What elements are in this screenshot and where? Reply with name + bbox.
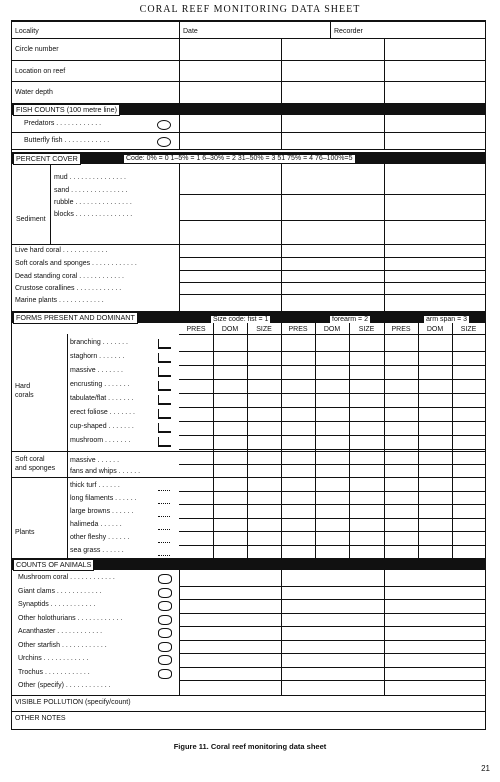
sub-divider <box>247 323 248 558</box>
coral-icon <box>158 409 171 419</box>
animal-icon <box>158 655 172 665</box>
locality-label: Locality <box>15 28 39 35</box>
grid-row-line <box>179 586 485 587</box>
header-row-label: Water depth <box>15 89 53 96</box>
forms-column-header: PRES <box>186 326 206 333</box>
plants-group-label: Plants <box>15 529 35 536</box>
hard-coral-item-label: tabulate/flat . . . . . . . <box>70 395 134 402</box>
grid-row-line <box>179 640 485 641</box>
block-divider <box>281 244 282 311</box>
animal-item-label: Other (specify) . . . . . . . . . . . . <box>18 682 111 689</box>
row-line <box>12 60 485 61</box>
animal-icon <box>158 669 172 679</box>
sub-divider <box>452 323 453 558</box>
animal-item-label: Mushroom coral . . . . . . . . . . . . <box>18 574 115 581</box>
animal-icon <box>158 628 172 638</box>
group-divider <box>67 334 68 451</box>
row-line <box>12 244 485 245</box>
block-divider <box>179 570 180 695</box>
header-row-label: Location on reef <box>15 67 66 75</box>
row-line <box>179 257 485 258</box>
block-divider <box>384 244 385 311</box>
cover-code-legend: Code: 0% = 0 1–5% = 1 6–30% = 2 31–50% = 3 51 75% = 4 76–100%=5 <box>126 155 353 162</box>
col-line <box>179 21 180 103</box>
grid-row-line <box>179 449 485 450</box>
coral-icon <box>158 437 171 447</box>
animal-item-label: Synaptids . . . . . . . . . . . . <box>18 601 96 608</box>
animal-item-label: Other starfish . . . . . . . . . . . . <box>18 641 107 649</box>
header-row-label: Circle number <box>15 46 59 53</box>
animals-header: COUNTS OF ANIMALS <box>13 559 94 571</box>
grid-row-line <box>179 626 485 627</box>
block-divider <box>384 323 385 558</box>
hard-coral-item-label: encrusting . . . . . . . <box>70 381 130 388</box>
animal-icon <box>158 615 172 625</box>
row-line <box>12 81 485 82</box>
figure-caption: Figure 11. Coral reef monitoring data sheet <box>173 742 327 751</box>
fish-icon <box>157 137 171 147</box>
block-divider <box>384 164 385 244</box>
cover-item-label: Dead standing coral . . . . . . . . . . . . <box>15 273 124 280</box>
group-divider <box>67 451 68 477</box>
sediment-item-label: mud . . . . . . . . . . . . . . . <box>54 174 126 181</box>
animal-item-label: Giant clams . . . . . . . . . . . . <box>18 587 102 595</box>
row-line <box>179 220 485 221</box>
animal-icon <box>158 588 172 598</box>
row-line <box>179 270 485 271</box>
sub-divider <box>213 323 214 558</box>
sheet-title: CORAL REEF MONITORING DATA SHEET <box>139 4 361 15</box>
fish-item-label: Predators . . . . . . . . . . . . <box>24 120 102 127</box>
row-line <box>12 38 485 39</box>
grid-row-line <box>179 680 485 681</box>
other-notes-label: OTHER NOTES <box>15 715 66 722</box>
sub-divider <box>315 323 316 558</box>
grid-row-line <box>179 393 485 394</box>
plant-icon <box>158 482 170 491</box>
coral-icon <box>158 353 171 363</box>
col-line <box>330 21 331 38</box>
plant-item-label: thick turf . . . . . . <box>70 482 120 489</box>
hard-coral-item-label: staghorn . . . . . . . <box>70 353 125 360</box>
sediment-group-label: Sediment <box>16 216 46 223</box>
grid-row-line <box>179 464 485 465</box>
row-line <box>179 334 485 335</box>
hard-corals-group-label: Hard <box>15 383 31 390</box>
forms-header: FORMS PRESENT AND DOMINANT <box>13 312 138 324</box>
block-divider <box>179 164 180 244</box>
group-divider <box>50 164 51 244</box>
arm-span-label: arm span = 3 <box>426 316 468 323</box>
animal-item-label: Acanthaster . . . . . . . . . . . . <box>18 628 103 635</box>
row-line <box>12 711 485 712</box>
coral-icon <box>158 423 171 433</box>
soft-coral-item-label: fans and whips . . . . . . <box>70 468 141 475</box>
hard-coral-item-label: erect foliose . . . . . . . <box>70 409 135 416</box>
coral-icon <box>158 339 171 349</box>
grid-row-line <box>179 351 485 352</box>
pollution-label: VISIBLE POLLUTION (specify/count) <box>15 699 131 706</box>
block-divider <box>281 164 282 244</box>
animal-item-label: Trochus . . . . . . . . . . . . <box>18 668 90 676</box>
plant-icon <box>158 534 170 543</box>
hard-coral-item-label: mushroom . . . . . . . <box>70 437 131 444</box>
forms-column-header: DOM <box>426 326 444 333</box>
forearm-label: forearm = 2 <box>332 316 368 323</box>
forms-column-header: PRES <box>288 326 308 333</box>
grid-row-line <box>179 653 485 654</box>
group-divider <box>67 477 68 558</box>
forms-column-header: PRES <box>391 326 411 333</box>
grid-row-line <box>179 365 485 366</box>
grid-row-line <box>179 667 485 668</box>
plant-item-label: other fleshy . . . . . . <box>70 534 130 541</box>
soft-coral-group-label: Soft coral <box>15 456 45 463</box>
animal-icon <box>158 574 172 584</box>
row-line <box>12 149 485 150</box>
grid-row-line <box>179 491 485 492</box>
forms-column-header: DOM <box>323 326 341 333</box>
grid-row-line <box>179 435 485 436</box>
grid-row-line <box>179 518 485 519</box>
block-divider <box>179 244 180 311</box>
animal-item-label: Urchins . . . . . . . . . . . . <box>18 655 89 662</box>
recorder-label: Recorder <box>334 28 363 35</box>
coral-icon <box>158 367 171 377</box>
row-line <box>12 695 485 696</box>
forms-column-header: DOM <box>221 326 239 333</box>
hard-coral-item-label: cup-shaped . . . . . . . <box>70 423 134 430</box>
date-label: Date <box>183 28 198 35</box>
coral-icon <box>158 395 171 405</box>
hard-corals-group-label-2: corals <box>15 392 34 399</box>
block-divider <box>281 323 282 558</box>
grid-row-line <box>179 545 485 546</box>
animal-icon <box>158 601 172 611</box>
sediment-item-label: sand . . . . . . . . . . . . . . . <box>54 187 128 194</box>
sub-divider <box>418 323 419 558</box>
hard-coral-item-label: branching . . . . . . . <box>70 339 128 346</box>
cover-item-label: Live hard coral . . . . . . . . . . . . <box>15 247 108 254</box>
forms-column-header: SIZE <box>460 326 477 333</box>
forms-column-header: SIZE <box>256 326 272 333</box>
grid-row-line <box>179 421 485 422</box>
row-line <box>179 294 485 295</box>
row-line <box>12 477 485 478</box>
data-sheet <box>11 20 486 730</box>
sub-divider <box>349 323 350 558</box>
cover-item-label: Marine plants . . . . . . . . . . . . <box>15 297 104 304</box>
plant-item-label: sea grass . . . . . . <box>70 547 124 554</box>
plant-icon <box>158 495 170 504</box>
fish-icon <box>157 120 171 130</box>
col-line <box>281 38 282 103</box>
forms-column-header: SIZE <box>358 326 375 333</box>
grid-row-line <box>179 407 485 408</box>
grid-row-line <box>179 599 485 600</box>
plant-icon <box>158 508 170 517</box>
page-number: 21 <box>481 764 490 773</box>
fish-counts-header: FISH COUNTS (100 metre line) <box>13 104 120 116</box>
soft-coral-item-label: massive . . . . . . <box>70 457 120 464</box>
animal-item-label: Other holothurians . . . . . . . . . . . . <box>18 614 123 622</box>
grid-row-line <box>179 379 485 380</box>
col-line <box>384 38 385 103</box>
grid-row-line <box>179 613 485 614</box>
grid-row-line <box>179 504 485 505</box>
row-line <box>12 21 485 22</box>
hard-coral-item-label: massive . . . . . . . <box>70 367 123 374</box>
row-line <box>12 132 485 133</box>
grid-row-line <box>179 531 485 532</box>
animal-icon <box>158 642 172 652</box>
cover-item-label: Soft corals and sponges . . . . . . . . . . . . <box>15 260 137 267</box>
row-line <box>12 451 485 452</box>
block-divider <box>281 570 282 695</box>
sediment-item-label: blocks . . . . . . . . . . . . . . . <box>54 211 133 218</box>
coral-icon <box>158 381 171 391</box>
plant-item-label: large browns . . . . . . <box>70 508 134 515</box>
percent-cover-header: PERCENT COVER <box>13 153 81 165</box>
plant-item-label: long filaments . . . . . . <box>70 495 137 502</box>
soft-coral-group-label-2: and sponges <box>15 465 56 472</box>
sediment-item-label: rubble . . . . . . . . . . . . . . . <box>54 199 132 206</box>
plant-icon <box>158 521 170 530</box>
plant-icon <box>158 547 170 556</box>
row-line <box>179 282 485 283</box>
plant-item-label: halimeda . . . . . . <box>70 521 122 528</box>
block-divider <box>384 570 385 695</box>
size-code-label: Size code: fist = 1 <box>213 316 269 323</box>
row-line <box>179 194 485 195</box>
cover-item-label: Crustose corallines . . . . . . . . . . . . <box>15 285 122 292</box>
fish-item-label: Butterfly fish . . . . . . . . . . . . <box>24 137 110 144</box>
